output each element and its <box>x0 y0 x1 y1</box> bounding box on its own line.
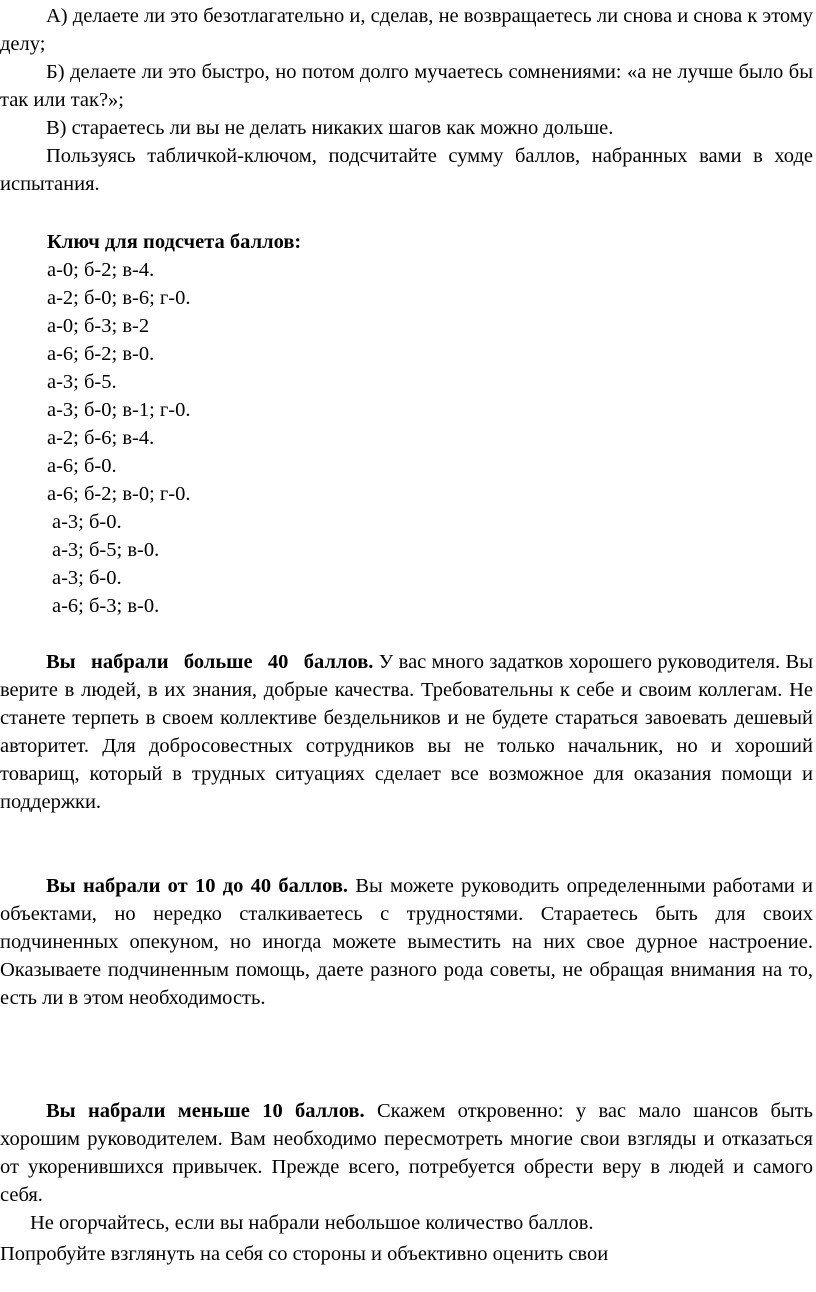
key-item: а-2; б-6; в-4. <box>47 427 155 449</box>
key-item: а-2; б-0; в-6; г-0. <box>47 287 191 309</box>
key-item: а-6; б-3; в-0. <box>52 595 160 617</box>
question-b: Б) делаете ли это быстро, но потом долго мучаетесь сомнениями: «а не лучше было бы так или так?»; <box>0 61 813 111</box>
result-text: У вас много задатков хорошего руководителя. Вы верите в людей, в их знания, добрые качества. Требовательны к себе и своим коллегам. Не станете терпеть в своем коллективе бездельников и не будете стараться завоевать дешевый авторитет. Для добросовестных сотрудников вы не только начальник, но и хороший товарищ, который в трудных ситуациях сделает все возможное для оказания помощи и поддержки. <box>0 651 813 813</box>
result-10-to-40 <box>0 872 813 1012</box>
key-item: а-6; б-2; в-0. <box>47 343 155 365</box>
key-item: а-3; б-0. <box>52 511 122 533</box>
result-text: Скажем откровенно: у вас мало шансов быть хорошим руководителем. Вам необходимо пересмотреть многие свои взгляды и отказаться от укоренившихся привычек. Прежде всего, потребуется обрести веру в людей и самого себя. <box>0 1100 813 1206</box>
result-text: Вы можете руководить определенными работами и объектами, но нередко сталкиваетесь с трудностями. Стараетесь быть для своих подчиненных опекуном, но иногда можете выместить на них свое дурное настроение. Оказываете подчиненным помощь, даете разного рода советы, не обращая внимания на то, есть ли в этом необходимость. <box>0 875 813 1009</box>
key-item: а-3; б-0; в-1; г-0. <box>47 399 191 421</box>
key-title: Ключ для подсчета баллов: <box>47 231 302 253</box>
result-heading: Вы набрали меньше 10 баллов. <box>46 1100 365 1122</box>
closing-line-1: Не огорчайтесь, если вы набрали небольшое количество баллов. <box>30 1212 594 1234</box>
key-item: а-3; б-5. <box>47 371 117 393</box>
question-a: А) делаете ли это безотлагательно и, сделав, не возвращаетесь ли снова и снова к этому делу; <box>0 5 813 55</box>
instruction-paragraph: Пользуясь табличкой-ключом, подсчитайте сумму баллов, набранных вами в ходе испытания. <box>0 145 813 195</box>
key-item: а-6; б-0. <box>47 455 117 477</box>
closing-line-2: Попробуйте взглянуть на себя со стороны и объективно оценить свои <box>0 1243 609 1265</box>
key-item: а-6; б-2; в-0; г-0. <box>47 483 191 505</box>
question-c: В) стараетесь ли вы не делать никаких шагов как можно дольше. <box>46 117 614 139</box>
result-heading: Вы набрали от 10 до 40 баллов. <box>46 875 349 897</box>
result-under-10 <box>0 1097 813 1209</box>
key-item: а-3; б-5; в-0. <box>52 539 160 561</box>
key-item: а-3; б-0. <box>52 567 122 589</box>
key-item: а-0; б-2; в-4. <box>47 259 155 281</box>
result-heading: Вы набрали больше 40 баллов. <box>46 651 374 673</box>
key-item: а-0; б-3; в-2 <box>47 315 150 337</box>
result-over-40 <box>0 648 813 816</box>
